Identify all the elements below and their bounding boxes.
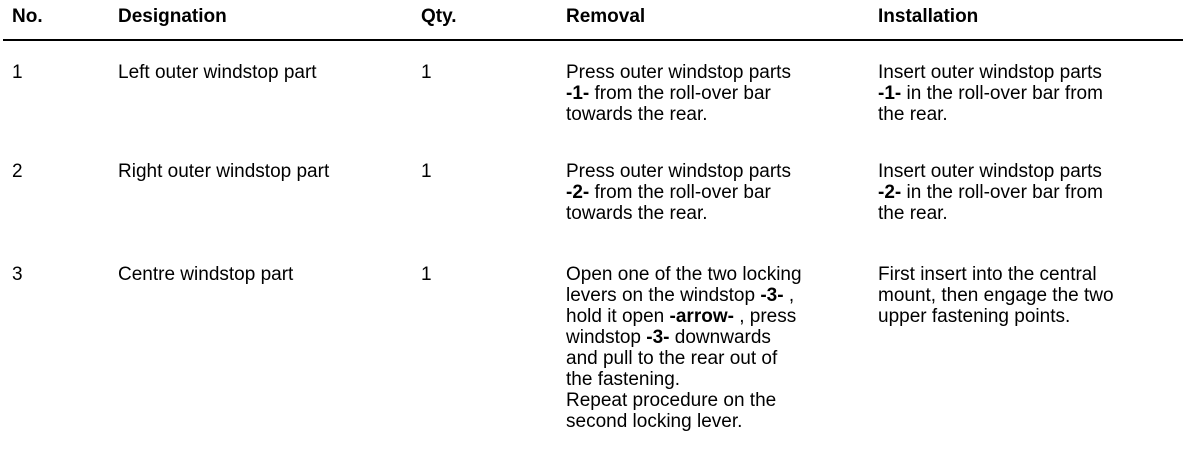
text-line	[566, 285, 866, 306]
header-no: No.	[12, 6, 43, 27]
part-reference: -2-	[878, 182, 902, 203]
row-removal	[566, 264, 866, 432]
part-reference: -1-	[878, 83, 902, 104]
text-line	[878, 104, 1178, 125]
row-designation: Right outer windstop part	[118, 161, 330, 182]
row-qty: 1	[421, 264, 432, 285]
text-line	[878, 161, 1178, 182]
text-line	[566, 62, 866, 83]
text-segment: from the roll-over bar	[589, 83, 771, 104]
text-line	[566, 161, 866, 182]
text-line	[566, 327, 866, 348]
text-line	[878, 203, 1178, 224]
part-reference: -1-	[566, 83, 590, 104]
text-segment: Insert outer windstop parts	[878, 62, 1102, 83]
text-segment: windstop	[566, 327, 647, 348]
text-segment: ,	[783, 285, 795, 306]
part-reference: -3-	[760, 285, 784, 306]
text-line	[566, 182, 866, 203]
text-line	[878, 285, 1178, 306]
text-line	[566, 369, 866, 390]
row-qty: 1	[421, 161, 432, 182]
text-line	[878, 182, 1178, 203]
text-segment: upper fastening points.	[878, 306, 1071, 327]
row-installation	[878, 161, 1178, 224]
text-line	[566, 83, 866, 104]
text-segment: in the roll-over bar from	[901, 182, 1103, 203]
text-segment: mount, then engage the two	[878, 285, 1114, 306]
text-segment: and pull to the rear out of	[566, 348, 778, 369]
header-divider	[3, 39, 1183, 41]
header-qty: Qty.	[421, 6, 457, 27]
row-number: 2	[12, 161, 23, 182]
header-installation: Installation	[878, 6, 979, 27]
text-line	[566, 104, 866, 125]
text-line	[878, 83, 1178, 104]
text-segment: from the roll-over bar	[589, 182, 771, 203]
text-segment: the fastening.	[566, 369, 681, 390]
header-designation: Designation	[118, 6, 227, 27]
row-designation: Centre windstop part	[118, 264, 294, 285]
text-segment: levers on the windstop	[566, 285, 761, 306]
header-removal: Removal	[566, 6, 646, 27]
text-segment: , press	[733, 306, 797, 327]
text-segment: First insert into the central	[878, 264, 1097, 285]
part-reference: -2-	[566, 182, 590, 203]
text-segment: towards the rear.	[566, 203, 708, 224]
text-segment: Press outer windstop parts	[566, 62, 791, 83]
text-segment: second locking lever.	[566, 411, 743, 432]
text-line	[878, 62, 1178, 83]
text-line	[566, 390, 866, 411]
text-segment: the rear.	[878, 104, 948, 125]
text-segment: in the roll-over bar from	[901, 83, 1103, 104]
row-installation	[878, 264, 1178, 327]
text-segment: hold it open	[566, 306, 670, 327]
text-line	[566, 264, 866, 285]
text-line	[566, 411, 866, 432]
row-removal	[566, 161, 866, 224]
text-segment: the rear.	[878, 203, 948, 224]
part-reference: -3-	[646, 327, 670, 348]
text-segment: Press outer windstop parts	[566, 161, 791, 182]
part-reference: -arrow-	[669, 306, 734, 327]
row-number: 1	[12, 62, 23, 83]
text-line	[878, 306, 1178, 327]
row-installation	[878, 62, 1178, 125]
text-line	[878, 264, 1178, 285]
row-removal	[566, 62, 866, 125]
row-designation: Left outer windstop part	[118, 62, 317, 83]
text-segment: Insert outer windstop parts	[878, 161, 1102, 182]
row-qty: 1	[421, 62, 432, 83]
text-line	[566, 203, 866, 224]
text-segment: Open one of the two locking	[566, 264, 802, 285]
text-line	[566, 306, 866, 327]
text-line	[566, 348, 866, 369]
text-segment: Repeat procedure on the	[566, 390, 777, 411]
text-segment: towards the rear.	[566, 104, 708, 125]
row-number: 3	[12, 264, 23, 285]
text-segment: downwards	[669, 327, 771, 348]
table-header-row	[0, 6, 1200, 30]
